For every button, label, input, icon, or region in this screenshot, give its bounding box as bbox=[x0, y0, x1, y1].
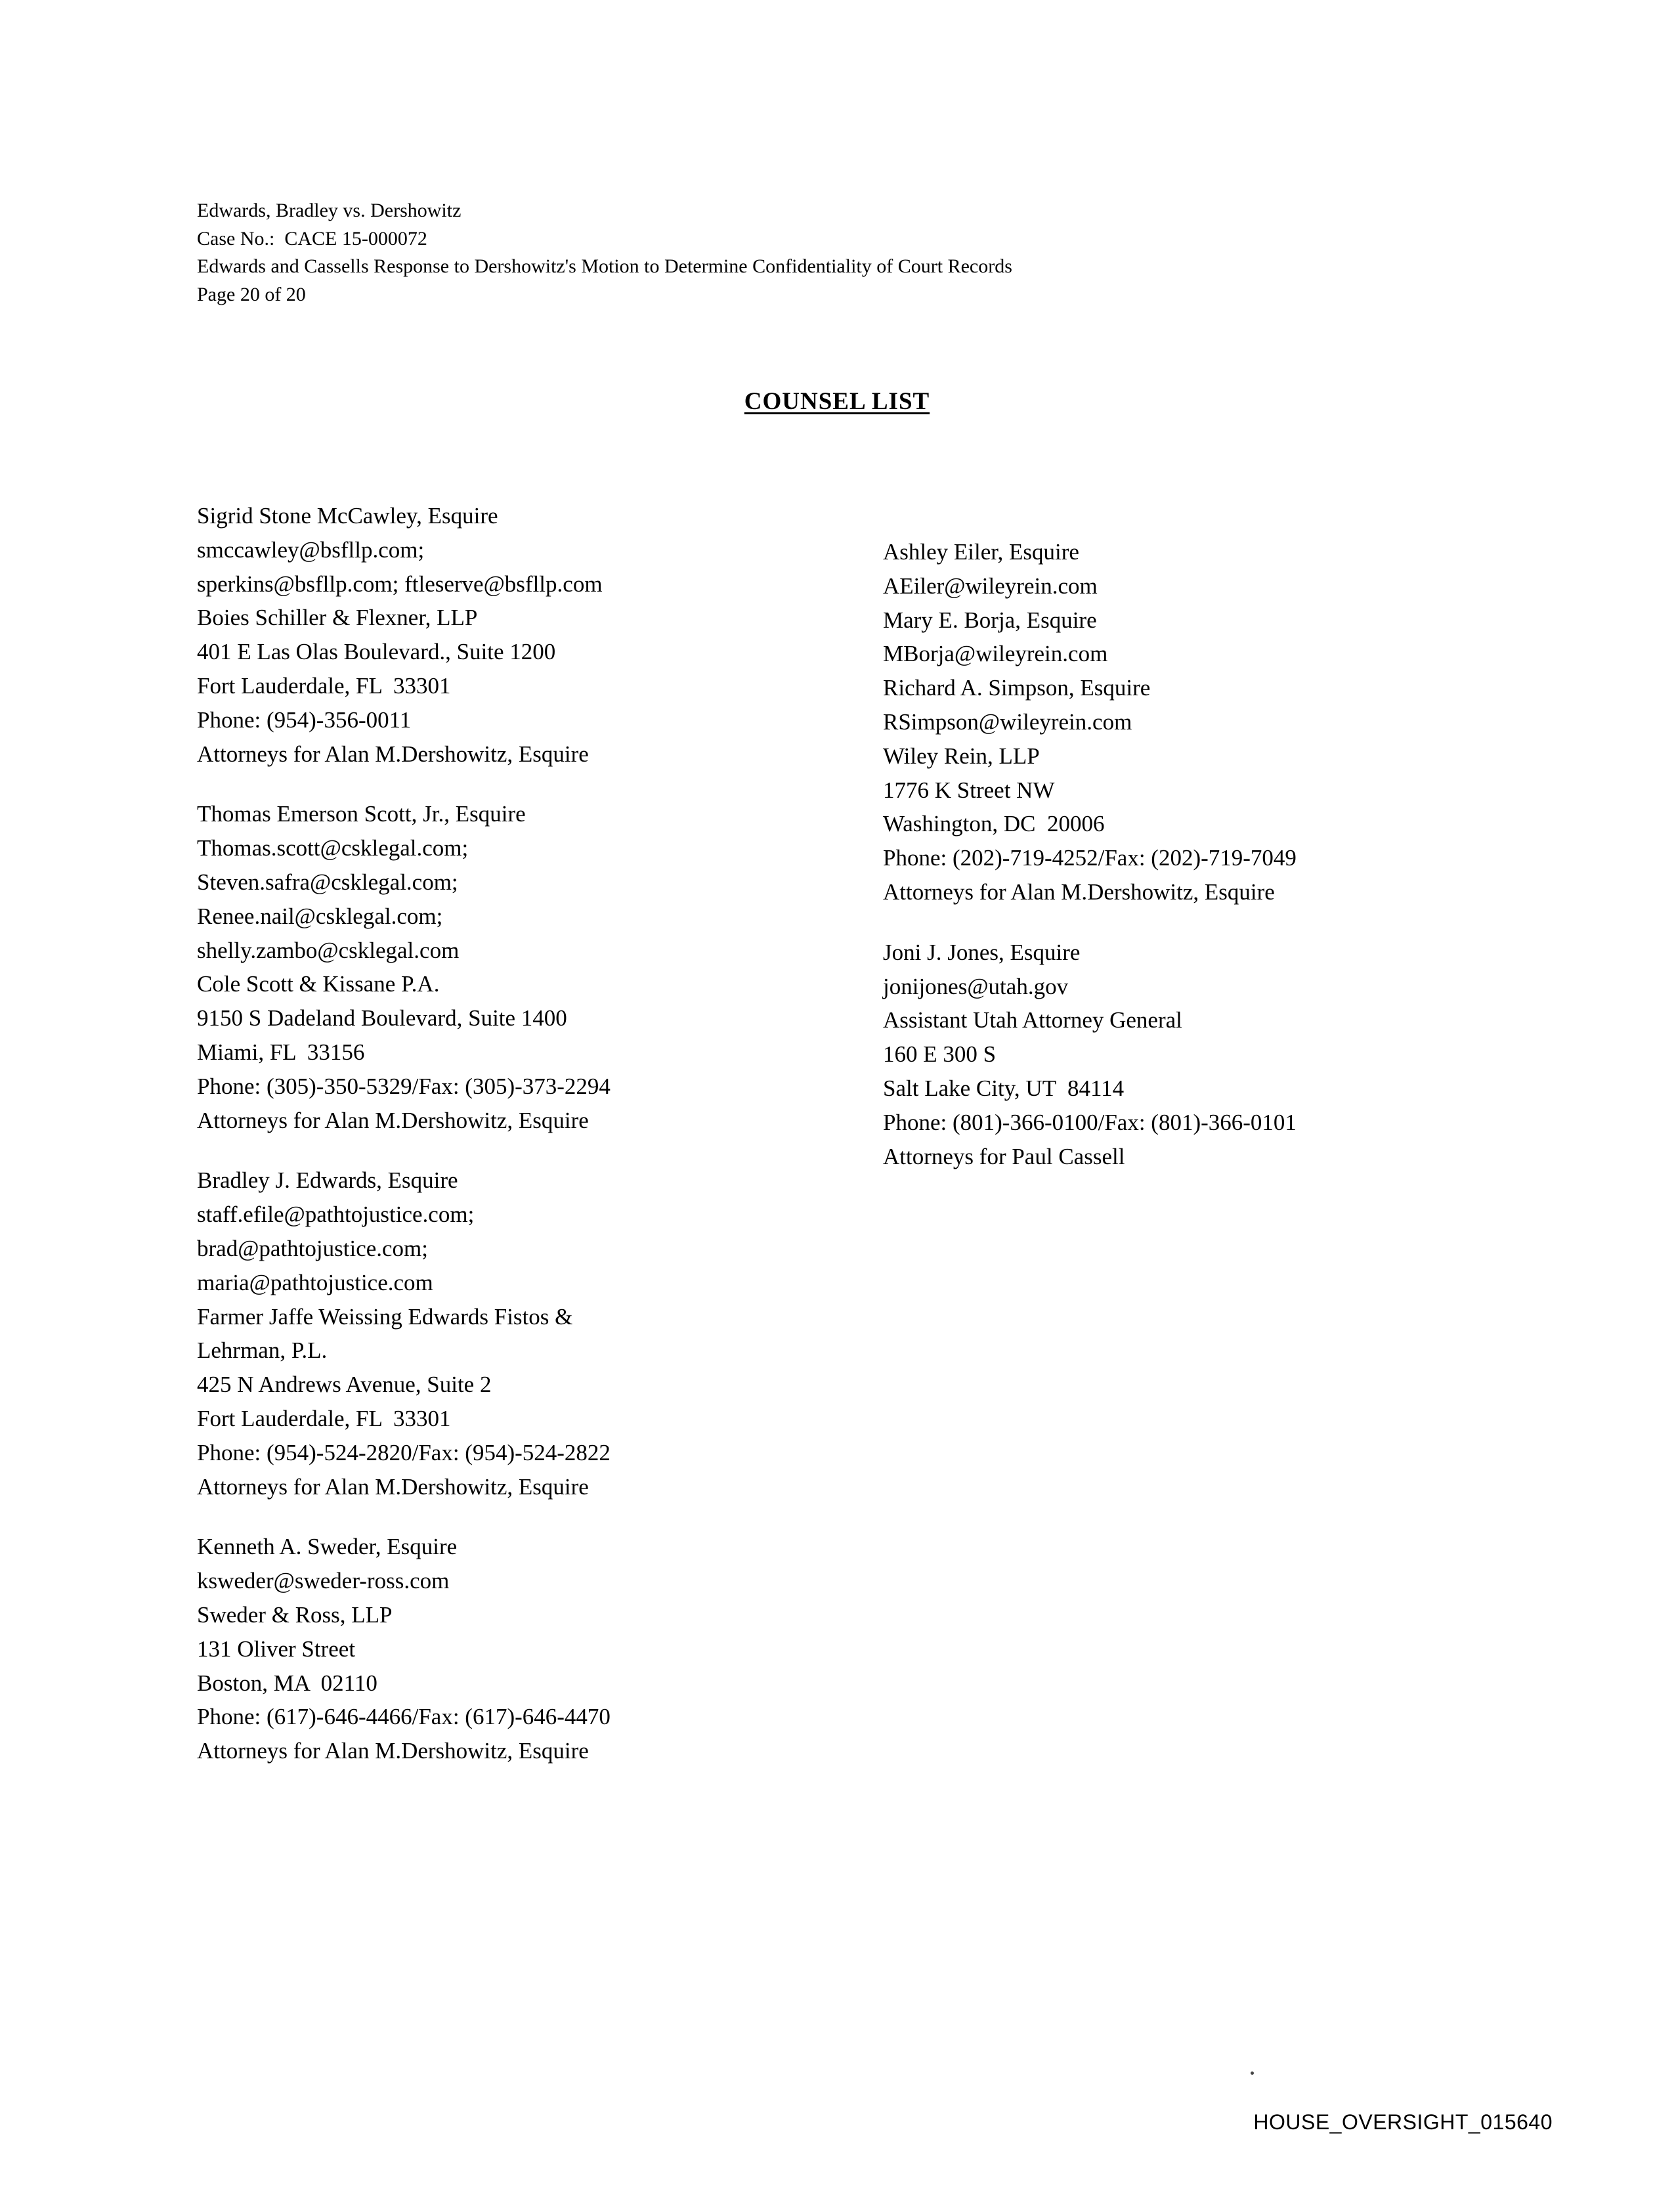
counsel-line: Attorneys for Alan M.Dershowitz, Esquire bbox=[197, 1107, 589, 1133]
counsel-line: Steven.safra@csklegal.com; bbox=[197, 869, 458, 895]
counsel-columns bbox=[0, 499, 1674, 1943]
counsel-line: Salt Lake City, UT 84114 bbox=[883, 1075, 1125, 1101]
counsel-line: Lehrman, P.L. bbox=[197, 1337, 328, 1364]
counsel-line: Thomas Emerson Scott, Jr., Esquire bbox=[197, 801, 526, 827]
caption-line-page-number: Page 20 of 20 bbox=[197, 283, 306, 305]
counsel-line: Joni J. Jones, Esquire bbox=[883, 939, 1081, 965]
counsel-line: Renee.nail@csklegal.com; bbox=[197, 903, 443, 929]
counsel-line: Phone: (202)-719-4252/Fax: (202)-719-7049 bbox=[883, 845, 1297, 871]
counsel-line: Attorneys for Alan M.Dershowitz, Esquire bbox=[197, 741, 589, 767]
counsel-line: Phone: (801)-366-0100/Fax: (801)-366-0101 bbox=[883, 1109, 1297, 1135]
counsel-line: Ashley Eiler, Esquire bbox=[883, 539, 1079, 565]
counsel-line: Richard A. Simpson, Esquire bbox=[883, 675, 1151, 701]
counsel-line: Fort Lauderdale, FL 33301 bbox=[197, 1405, 451, 1431]
counsel-line: Phone: (305)-350-5329/Fax: (305)-373-2294 bbox=[197, 1073, 611, 1099]
counsel-line: Farmer Jaffe Weissing Edwards Fistos & bbox=[197, 1303, 573, 1330]
counsel-line: 9150 S Dadeland Boulevard, Suite 1400 bbox=[197, 1005, 567, 1031]
counsel-line: Kenneth A. Sweder, Esquire bbox=[197, 1534, 458, 1560]
counsel-line: Attorneys for Alan M.Dershowitz, Esquire bbox=[197, 1473, 589, 1500]
counsel-line: RSimpson@wileyrein.com bbox=[883, 708, 1132, 735]
counsel-column-right bbox=[883, 535, 1513, 1200]
counsel-line: Miami, FL 33156 bbox=[197, 1039, 365, 1065]
page-title-text: COUNSEL LIST bbox=[744, 388, 930, 415]
counsel-line: Attorneys for Alan M.Dershowitz, Esquire bbox=[883, 878, 1275, 905]
counsel-line: shelly.zambo@csklegal.com bbox=[197, 937, 460, 963]
counsel-line: Mary E. Borja, Esquire bbox=[883, 607, 1097, 633]
counsel-line: Assistant Utah Attorney General bbox=[883, 1007, 1182, 1033]
counsel-line: smccawley@bsfllp.com; bbox=[197, 536, 425, 563]
caption-line-case-number: Case No.: CACE 15-000072 bbox=[197, 227, 427, 249]
counsel-entry bbox=[197, 1530, 827, 1768]
counsel-line: Phone: (617)-646-4466/Fax: (617)-646-4470 bbox=[197, 1704, 611, 1730]
counsel-line: Wiley Rein, LLP bbox=[883, 743, 1040, 769]
counsel-line: Boies Schiller & Flexner, LLP bbox=[197, 605, 478, 631]
counsel-line: Cole Scott & Kissane P.A. bbox=[197, 971, 440, 997]
counsel-entry bbox=[883, 535, 1513, 909]
page-mark-dot bbox=[1251, 2071, 1254, 2075]
counsel-line: Sweder & Ross, LLP bbox=[197, 1601, 393, 1628]
counsel-line: Boston, MA 02110 bbox=[197, 1670, 377, 1696]
counsel-line: 131 Oliver Street bbox=[197, 1636, 356, 1662]
counsel-entry bbox=[197, 499, 827, 771]
counsel-line: Attorneys for Alan M.Dershowitz, Esquire bbox=[197, 1738, 589, 1764]
counsel-column-left bbox=[197, 499, 827, 1794]
counsel-entry bbox=[197, 1163, 827, 1504]
counsel-line: AEiler@wileyrein.com bbox=[883, 573, 1098, 599]
counsel-line: Washington, DC 20006 bbox=[883, 811, 1105, 837]
counsel-line: jonijones@utah.gov bbox=[883, 973, 1069, 999]
counsel-line: 425 N Andrews Avenue, Suite 2 bbox=[197, 1372, 492, 1398]
case-caption-header bbox=[197, 197, 1379, 309]
counsel-line: sperkins@bsfllp.com; ftleserve@bsfllp.com bbox=[197, 571, 603, 597]
counsel-line: Fort Lauderdale, FL 33301 bbox=[197, 672, 451, 699]
counsel-line: Phone: (954)-356-0011 bbox=[197, 706, 412, 733]
counsel-line: 160 E 300 S bbox=[883, 1041, 997, 1068]
counsel-line: Sigrid Stone McCawley, Esquire bbox=[197, 503, 498, 529]
bates-number: HOUSE_OVERSIGHT_015640 bbox=[1253, 2110, 1553, 2134]
page-title bbox=[0, 387, 1674, 416]
counsel-line: Attorneys for Paul Cassell bbox=[883, 1143, 1125, 1169]
counsel-line: maria@pathtojustice.com bbox=[197, 1269, 433, 1295]
counsel-line: Phone: (954)-524-2820/Fax: (954)-524-2822 bbox=[197, 1439, 611, 1465]
counsel-line: staff.efile@pathtojustice.com; bbox=[197, 1202, 475, 1228]
counsel-entry bbox=[197, 797, 827, 1137]
caption-line-case-name: Edwards, Bradley vs. Dershowitz bbox=[197, 200, 461, 221]
counsel-line: 1776 K Street NW bbox=[883, 777, 1055, 803]
counsel-line: Thomas.scott@csklegal.com; bbox=[197, 835, 469, 861]
caption-line-document-title: Edwards and Cassells Response to Dershowitz's Motion to Determine Confidentiality of Court Records bbox=[197, 255, 1012, 278]
counsel-line: ksweder@sweder-ross.com bbox=[197, 1568, 450, 1594]
counsel-line: Bradley J. Edwards, Esquire bbox=[197, 1167, 458, 1194]
counsel-line: brad@pathtojustice.com; bbox=[197, 1235, 428, 1261]
counsel-line: MBorja@wileyrein.com bbox=[883, 641, 1108, 667]
counsel-entry bbox=[883, 936, 1513, 1174]
counsel-line: 401 E Las Olas Boulevard., Suite 1200 bbox=[197, 639, 556, 665]
